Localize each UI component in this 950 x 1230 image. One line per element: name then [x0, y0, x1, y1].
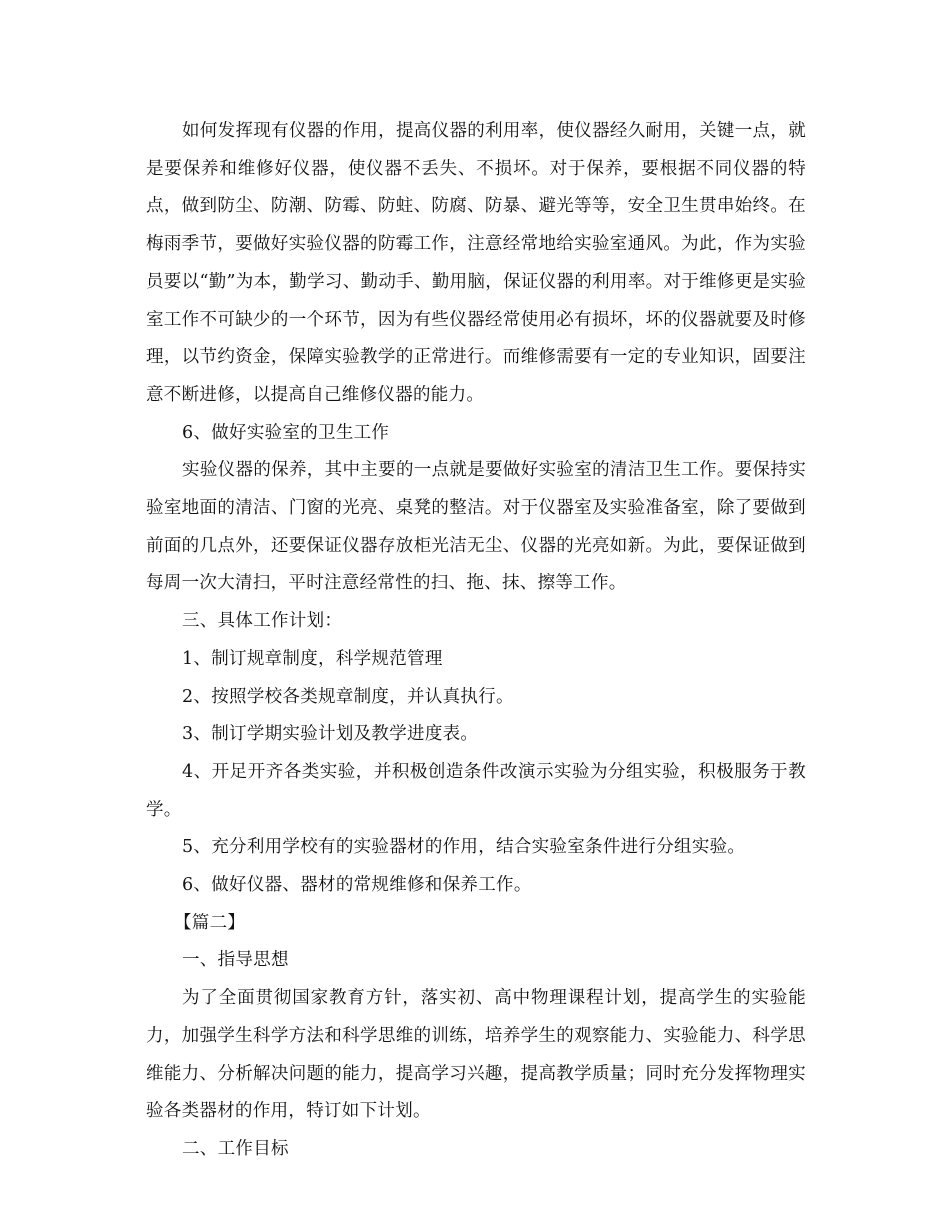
plan-item-5: 5、充分利用学校有的实验器材的作用，结合实验室条件进行分组实验。: [182, 837, 746, 858]
plan-item-2: 2、按照学校各类规章制度，并认真执行。: [182, 686, 514, 707]
heading-hygiene-work: 6、做好实验室的卫生工作: [182, 422, 390, 443]
plan-item-1: 1、制订规章制度，科学规范管理: [182, 648, 443, 669]
plan-item-6: 6、做好仪器、器材的常规维修和保养工作。: [182, 875, 532, 896]
plan-item-3: 3、制订学期实验计划及教学进度表。: [182, 724, 479, 745]
plan-item-4: 4、开足开齐各类实验，并积极创造条件改演示实验为分组实验，积极服务于教学。: [146, 761, 806, 820]
section-title-part-two: 【篇二】: [174, 912, 246, 933]
paragraph-lab-cleaning: 实验仪器的保养，其中主要的一点就是要做好实验室的清洁卫生工作。要保持实验室地面的清洁、门窗的光亮、桌凳的整洁。对于仪器室及实验准备室，除了要做到前面的几点外，还要保证仪器存放柜光洁无尘、仪器的光亮如新。为此，要保证做到每周一次大清扫，平时注意经常性的扫、拖、抹、擦等工作。: [146, 460, 806, 594]
heading-work-goals: 二、工作目标: [182, 1138, 289, 1159]
paragraph-guiding-ideology: 为了全面贯彻国家教育方针，落实初、高中物理课程计划，提高学生的实验能力，加强学生科学方法和科学思维的训练，培养学生的观察能力、实验能力、科学思维能力、分析解决问题的能力，提高学习兴趣，提高教学质量；同时充分发挥物理实验各类器材的作用，特订如下计划。: [146, 988, 806, 1122]
paragraph-instrument-maintenance: 如何发挥现有仪器的作用，提高仪器的利用率，使仪器经久耐用，关键一点，就是要保养和维修好仪器，使仪器不丢失、不损坏。对于保养，要根据不同仪器的特点，做到防尘、防潮、防霉、防蛀、防腐、防暴、避光等等，安全卫生贯串始终。在梅雨季节，要做好实验仪器的防霉工作，注意经常地给实验室通风。为此，作为实验员要以“勤”为本，勤学习、勤动手、勤用脑，保证仪器的利用率。对于维修更是实验室工作不可缺少的一个环节，因为有些仪器经常使用必有损坏，坏的仪器就要及时修理，以节约资金，保障实验教学的正常进行。而维修需要有一定的专业知识，固要注意不断进修，以提高自己维修仪器的能力。: [146, 121, 806, 405]
heading-work-plan: 三、具体工作计划：: [182, 611, 343, 632]
document-body: [146, 113, 806, 1169]
heading-guiding-ideology: 一、指导思想: [182, 950, 289, 971]
